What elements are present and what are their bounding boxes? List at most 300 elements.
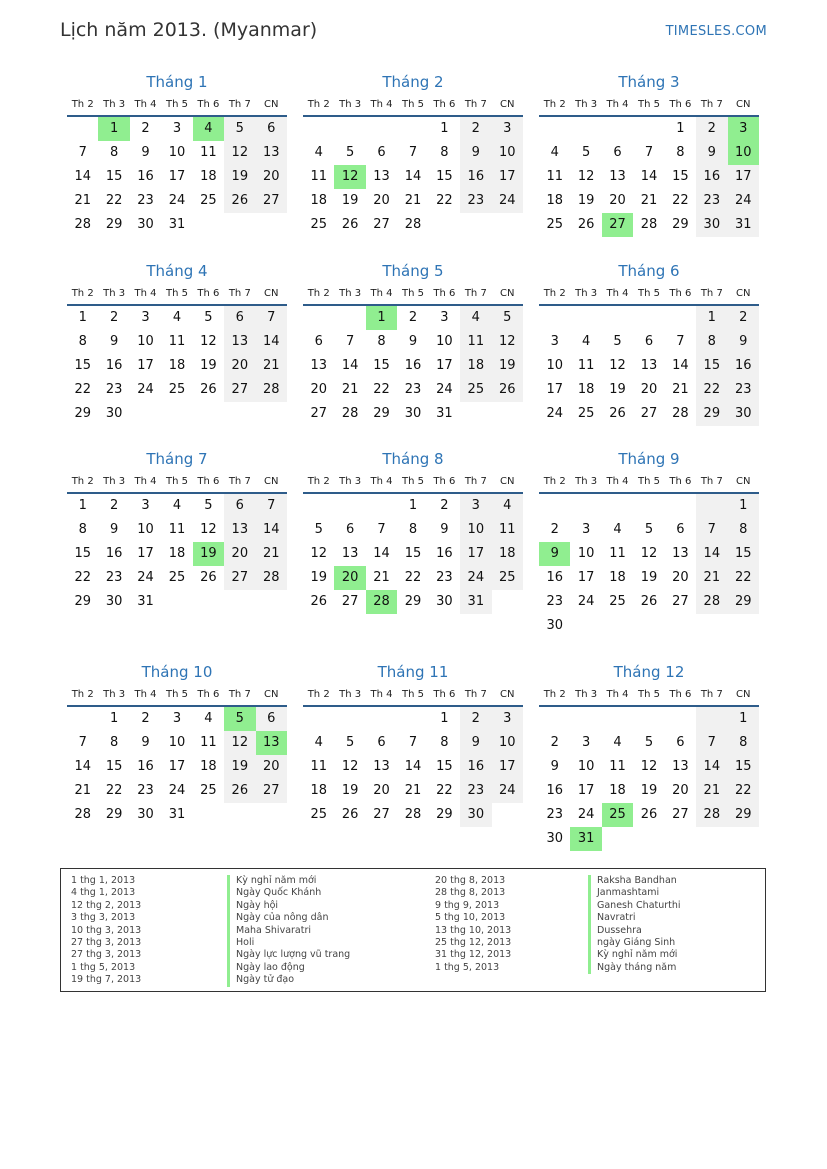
day-cell: 15 <box>696 354 727 378</box>
day-cell: 6 <box>224 494 255 518</box>
weekday-label: Th 4 <box>370 98 393 110</box>
week-row <box>303 566 523 590</box>
empty-day-cell <box>224 590 255 614</box>
empty-day-cell <box>256 590 287 614</box>
day-cell: 13 <box>373 759 390 774</box>
day-cell: 11 <box>200 735 217 750</box>
day-cell: 1 <box>728 494 759 518</box>
weekday-label: Th 3 <box>339 475 362 487</box>
day-cell: 26 <box>341 807 359 822</box>
day-cell: 29 <box>74 594 91 609</box>
empty-day-cell <box>224 803 255 827</box>
weekday-label: Th 5 <box>165 688 188 700</box>
day-cell: 10 <box>546 358 563 373</box>
day-cell: 9 <box>440 522 449 537</box>
day-cell: 10 <box>492 731 523 755</box>
weekday-label: CN <box>264 688 279 700</box>
day-cell: 11 <box>310 759 327 774</box>
week-row <box>539 731 759 755</box>
day-cell: 25 <box>577 406 595 421</box>
weekday-label: Th 5 <box>401 98 424 110</box>
day-cell: 8 <box>408 522 418 537</box>
day-cell: 11 <box>460 330 491 354</box>
week-row <box>303 354 523 378</box>
day-cell: 18 <box>310 783 327 798</box>
weekday-label: CN <box>264 475 279 487</box>
day-cell: 29 <box>105 217 123 232</box>
week-row <box>539 542 759 566</box>
day-cell: 22 <box>728 566 759 590</box>
day-cell: 4 <box>460 306 491 330</box>
month-calendar <box>539 448 759 638</box>
weekday-label: Th 2 <box>543 475 566 487</box>
day-cell: 2 <box>408 310 418 325</box>
week-row <box>539 378 759 402</box>
holiday-date: 10 thg 3, 2013 <box>71 924 142 936</box>
day-cell: 9 <box>550 759 559 774</box>
day-cell: 30 <box>105 406 123 421</box>
holiday-date: 12 thg 2, 2013 <box>71 899 142 911</box>
day-cell: 21 <box>404 783 422 798</box>
empty-day-cell <box>334 707 365 731</box>
day-cell: 25 <box>492 566 523 590</box>
day-cell: 7 <box>256 494 287 518</box>
month-name: Tháng 3 <box>618 73 680 91</box>
empty-day-cell <box>366 707 397 731</box>
day-cell: 23 <box>546 807 563 822</box>
empty-day-cell <box>570 117 601 141</box>
day-cell: 27 <box>224 378 255 402</box>
day-cell: 12 <box>640 546 658 561</box>
holiday-name: Kỳ nghỉ năm mới <box>588 949 681 961</box>
day-cell: 2 <box>109 498 119 513</box>
empty-day-cell <box>224 213 255 237</box>
empty-day-cell <box>161 402 192 426</box>
empty-day-cell <box>334 494 365 518</box>
day-cell: 17 <box>436 358 453 373</box>
day-cell: 7 <box>676 334 685 349</box>
day-cell: 11 <box>168 334 186 349</box>
month-name: Tháng 4 <box>146 262 208 280</box>
day-cell: 5 <box>345 735 355 750</box>
empty-day-cell <box>602 827 633 851</box>
month-calendar <box>303 448 523 614</box>
empty-day-cell <box>570 707 601 731</box>
day-cell: 15 <box>74 546 91 561</box>
empty-day-cell <box>633 117 664 141</box>
empty-day-cell <box>728 827 759 851</box>
day-cell: 16 <box>436 546 453 561</box>
day-cell: 30 <box>404 406 422 421</box>
day-cell: 6 <box>676 735 685 750</box>
weekday-label: Th 2 <box>71 98 94 110</box>
month-calendar <box>67 71 287 237</box>
day-cell: 18 <box>200 759 217 774</box>
day-cell: 19 <box>577 193 595 208</box>
day-cell: 10 <box>168 735 186 750</box>
week-row <box>67 117 287 141</box>
page-title: Lịch năm 2013. (Myanmar) <box>60 19 318 41</box>
empty-day-cell <box>539 117 570 141</box>
day-cell: 18 <box>168 546 186 561</box>
week-row <box>539 402 759 426</box>
empty-day-cell <box>256 402 287 426</box>
day-cell: 10 <box>436 334 453 349</box>
day-cell: 19 <box>492 354 523 378</box>
day-cell: 17 <box>546 382 563 397</box>
day-cell: 7 <box>256 306 287 330</box>
weekday-label: Th 6 <box>197 98 220 110</box>
day-cell: 16 <box>137 169 154 184</box>
weekday-label: Th 4 <box>606 475 629 487</box>
day-cell: 14 <box>74 759 91 774</box>
weekday-label: Th 4 <box>370 287 393 299</box>
day-cell: 28 <box>672 406 689 421</box>
empty-day-cell <box>460 402 491 426</box>
day-cell: 1 <box>78 310 87 325</box>
week-row <box>303 542 523 566</box>
week-row <box>539 707 759 731</box>
day-cell: 20 <box>672 570 689 585</box>
weekday-label: CN <box>500 688 515 700</box>
holiday-date: 5 thg 10, 2013 <box>435 912 506 924</box>
day-cell: 17 <box>577 783 595 798</box>
day-cell: 23 <box>137 783 154 798</box>
day-cell: 16 <box>137 759 154 774</box>
week-row <box>303 590 523 614</box>
day-cell: 12 <box>640 759 658 774</box>
day-cell: 25 <box>200 783 217 798</box>
day-cell: 2 <box>696 117 727 141</box>
day-cell: 3 <box>728 117 759 141</box>
day-cell: 22 <box>672 193 689 208</box>
day-cell: 31 <box>137 594 154 609</box>
week-row <box>303 803 523 827</box>
week-row <box>539 779 759 803</box>
day-cell: 22 <box>74 570 91 585</box>
empty-day-cell <box>67 117 98 141</box>
day-cell: 23 <box>436 570 453 585</box>
day-cell: 30 <box>728 402 759 426</box>
weekday-label: CN <box>500 475 515 487</box>
day-cell: 26 <box>577 217 595 232</box>
weekday-label: Th 6 <box>197 688 220 700</box>
day-cell: 7 <box>345 334 355 349</box>
week-row <box>303 117 523 141</box>
month-calendar <box>539 260 759 426</box>
day-cell: 9 <box>696 141 727 165</box>
holiday-date: 1 thg 1, 2013 <box>71 875 136 886</box>
day-cell: 10 <box>728 141 759 165</box>
holiday-name: Ngày Quốc Khánh <box>227 887 350 899</box>
weekday-label: Th 7 <box>700 688 723 700</box>
day-cell: 12 <box>334 165 365 189</box>
day-cell: 21 <box>256 542 287 566</box>
day-cell: 7 <box>78 145 87 160</box>
empty-day-cell <box>334 117 365 141</box>
weekday-label: Th 3 <box>575 98 598 110</box>
day-cell: 6 <box>314 334 323 349</box>
day-cell: 29 <box>404 594 422 609</box>
day-cell: 20 <box>373 783 390 798</box>
weekday-label: Th 7 <box>700 287 723 299</box>
day-cell: 27 <box>602 213 633 237</box>
month-name: Tháng 5 <box>382 262 444 280</box>
week-row <box>303 189 523 213</box>
empty-day-cell <box>602 306 633 330</box>
day-cell: 8 <box>78 522 87 537</box>
day-cell: 19 <box>310 570 327 585</box>
day-cell: 13 <box>609 169 626 184</box>
empty-day-cell <box>728 614 759 638</box>
day-cell: 11 <box>200 145 217 160</box>
day-cell: 5 <box>613 334 622 349</box>
day-cell: 25 <box>460 378 491 402</box>
week-row <box>539 306 759 330</box>
empty-day-cell <box>633 306 664 330</box>
week-row <box>539 614 759 638</box>
day-cell: 20 <box>373 193 390 208</box>
day-cell: 21 <box>404 193 422 208</box>
weekday-label: Th 5 <box>637 475 660 487</box>
day-cell: 18 <box>200 169 217 184</box>
day-cell: 23 <box>546 594 563 609</box>
week-row <box>303 141 523 165</box>
weekday-label: CN <box>264 98 279 110</box>
weekday-label: Th 7 <box>464 475 487 487</box>
day-cell: 14 <box>404 169 422 184</box>
weekday-label: Th 3 <box>339 98 362 110</box>
weekday-label: Th 2 <box>543 287 566 299</box>
weekday-header <box>539 93 759 117</box>
week-row <box>67 189 287 213</box>
weekday-label: Th 3 <box>103 287 126 299</box>
holiday-dates-column-1 <box>71 875 141 987</box>
week-row <box>67 330 287 354</box>
holiday-name: Ngày lực lượng vũ trang <box>227 949 350 961</box>
empty-day-cell <box>492 402 523 426</box>
empty-day-cell <box>539 707 570 731</box>
day-cell: 24 <box>492 189 523 213</box>
month-calendar <box>303 260 523 426</box>
day-cell: 30 <box>546 831 563 846</box>
day-cell: 29 <box>373 406 390 421</box>
day-cell: 25 <box>168 570 186 585</box>
day-cell: 13 <box>640 358 658 373</box>
month-name: Tháng 9 <box>618 450 680 468</box>
day-cell: 17 <box>577 570 595 585</box>
day-cell: 28 <box>404 807 422 822</box>
empty-day-cell <box>460 213 491 237</box>
day-cell: 20 <box>256 165 287 189</box>
day-cell: 15 <box>105 169 123 184</box>
weekday-label: Th 6 <box>197 287 220 299</box>
day-cell: 21 <box>341 382 359 397</box>
weekday-label: Th 2 <box>71 287 94 299</box>
day-cell: 27 <box>224 566 255 590</box>
week-row <box>539 755 759 779</box>
weekday-label: Th 6 <box>669 287 692 299</box>
day-cell: 20 <box>224 354 255 378</box>
day-cell: 28 <box>74 807 91 822</box>
day-cell: 15 <box>436 169 453 184</box>
day-cell: 23 <box>696 189 727 213</box>
weekday-label: Th 2 <box>543 98 566 110</box>
weekday-label: CN <box>264 287 279 299</box>
brand-link[interactable]: TIMESLES.COM <box>665 24 767 39</box>
empty-day-cell <box>492 803 523 827</box>
day-cell: 22 <box>436 783 453 798</box>
day-cell: 25 <box>310 217 327 232</box>
empty-day-cell <box>366 494 397 518</box>
empty-day-cell <box>665 614 696 638</box>
day-cell: 5 <box>492 306 523 330</box>
day-cell: 24 <box>137 382 154 397</box>
day-cell: 1 <box>366 306 397 330</box>
day-cell: 5 <box>345 145 355 160</box>
day-cell: 5 <box>224 117 255 141</box>
day-cell: 6 <box>377 735 386 750</box>
day-cell: 21 <box>672 382 689 397</box>
day-cell: 29 <box>672 217 689 232</box>
weekday-label: Th 7 <box>464 688 487 700</box>
day-cell: 7 <box>696 518 727 542</box>
empty-day-cell <box>570 306 601 330</box>
day-cell: 17 <box>137 546 154 561</box>
day-cell: 20 <box>672 783 689 798</box>
day-cell: 13 <box>224 330 255 354</box>
holiday-name: Ngày hội <box>227 900 350 912</box>
holiday-date: 20 thg 8, 2013 <box>435 875 506 886</box>
weekday-header <box>539 683 759 707</box>
day-cell: 4 <box>314 735 323 750</box>
day-cell: 21 <box>696 779 727 803</box>
weekday-label: Th 3 <box>339 688 362 700</box>
day-cell: 19 <box>224 755 255 779</box>
holiday-date: 19 thg 7, 2013 <box>71 974 142 986</box>
day-cell: 26 <box>200 382 217 397</box>
day-cell: 4 <box>581 334 591 349</box>
day-cell: 17 <box>492 165 523 189</box>
holiday-name: Ganesh Chaturthi <box>588 900 681 912</box>
day-cell: 11 <box>609 546 626 561</box>
day-cell: 23 <box>137 193 154 208</box>
day-cell: 9 <box>109 334 119 349</box>
holiday-list <box>60 868 766 992</box>
weekday-label: Th 4 <box>370 475 393 487</box>
day-cell: 20 <box>334 566 365 590</box>
empty-day-cell <box>67 707 98 731</box>
weekday-label: Th 2 <box>307 287 330 299</box>
weekday-header <box>67 282 287 306</box>
weekday-label: Th 6 <box>433 688 456 700</box>
empty-day-cell <box>303 707 334 731</box>
day-cell: 26 <box>224 189 255 213</box>
day-cell: 24 <box>168 783 186 798</box>
weekday-label: Th 3 <box>575 688 598 700</box>
day-cell: 26 <box>224 779 255 803</box>
weekday-label: Th 4 <box>134 287 157 299</box>
weekday-label: Th 5 <box>165 287 188 299</box>
week-row <box>67 803 287 827</box>
holiday-date: 25 thg 12, 2013 <box>435 936 512 948</box>
day-cell: 16 <box>696 165 727 189</box>
weekday-label: Th 7 <box>700 98 723 110</box>
empty-day-cell <box>224 402 255 426</box>
empty-day-cell <box>193 213 224 237</box>
day-cell: 16 <box>546 570 563 585</box>
day-cell: 22 <box>404 570 422 585</box>
day-cell: 14 <box>74 169 91 184</box>
day-cell: 14 <box>341 358 359 373</box>
day-cell: 8 <box>728 731 759 755</box>
week-row <box>67 542 287 566</box>
day-cell: 21 <box>74 193 91 208</box>
day-cell: 24 <box>546 406 563 421</box>
weekday-label: Th 6 <box>669 98 692 110</box>
day-cell: 8 <box>109 735 119 750</box>
empty-day-cell <box>665 827 696 851</box>
day-cell: 8 <box>78 334 87 349</box>
day-cell: 16 <box>460 165 491 189</box>
day-cell: 13 <box>672 546 689 561</box>
day-cell: 2 <box>109 310 119 325</box>
day-cell: 23 <box>460 189 491 213</box>
month-name: Tháng 8 <box>382 450 444 468</box>
day-cell: 31 <box>570 827 601 851</box>
holiday-date: 31 thg 12, 2013 <box>435 949 512 961</box>
week-row <box>303 165 523 189</box>
day-cell: 22 <box>373 382 390 397</box>
day-cell: 28 <box>404 217 422 232</box>
day-cell: 4 <box>172 310 182 325</box>
day-cell: 27 <box>256 779 287 803</box>
holiday-date: 1 thg 5, 2013 <box>71 961 136 973</box>
empty-day-cell <box>696 614 727 638</box>
week-row <box>539 827 759 851</box>
week-row <box>539 117 759 141</box>
empty-day-cell <box>130 402 161 426</box>
day-cell: 15 <box>728 755 759 779</box>
day-cell: 30 <box>696 213 727 237</box>
day-cell: 13 <box>310 358 327 373</box>
weekday-label: Th 6 <box>433 475 456 487</box>
day-cell: 22 <box>105 783 123 798</box>
day-cell: 11 <box>310 169 327 184</box>
day-cell: 13 <box>341 546 359 561</box>
day-cell: 23 <box>105 570 123 585</box>
empty-day-cell <box>193 402 224 426</box>
day-cell: 4 <box>172 498 182 513</box>
weekday-label: Th 3 <box>103 475 126 487</box>
empty-day-cell <box>303 117 334 141</box>
empty-day-cell <box>696 494 727 518</box>
day-cell: 18 <box>492 542 523 566</box>
day-cell: 9 <box>539 542 570 566</box>
day-cell: 1 <box>109 711 119 726</box>
day-cell: 11 <box>168 522 186 537</box>
week-row <box>67 518 287 542</box>
weekday-label: Th 5 <box>401 287 424 299</box>
week-row <box>539 494 759 518</box>
day-cell: 9 <box>141 145 150 160</box>
day-cell: 26 <box>492 378 523 402</box>
day-cell: 13 <box>672 759 689 774</box>
empty-day-cell <box>303 494 334 518</box>
day-cell: 7 <box>78 735 87 750</box>
weekday-label: Th 2 <box>71 688 94 700</box>
week-row <box>539 165 759 189</box>
